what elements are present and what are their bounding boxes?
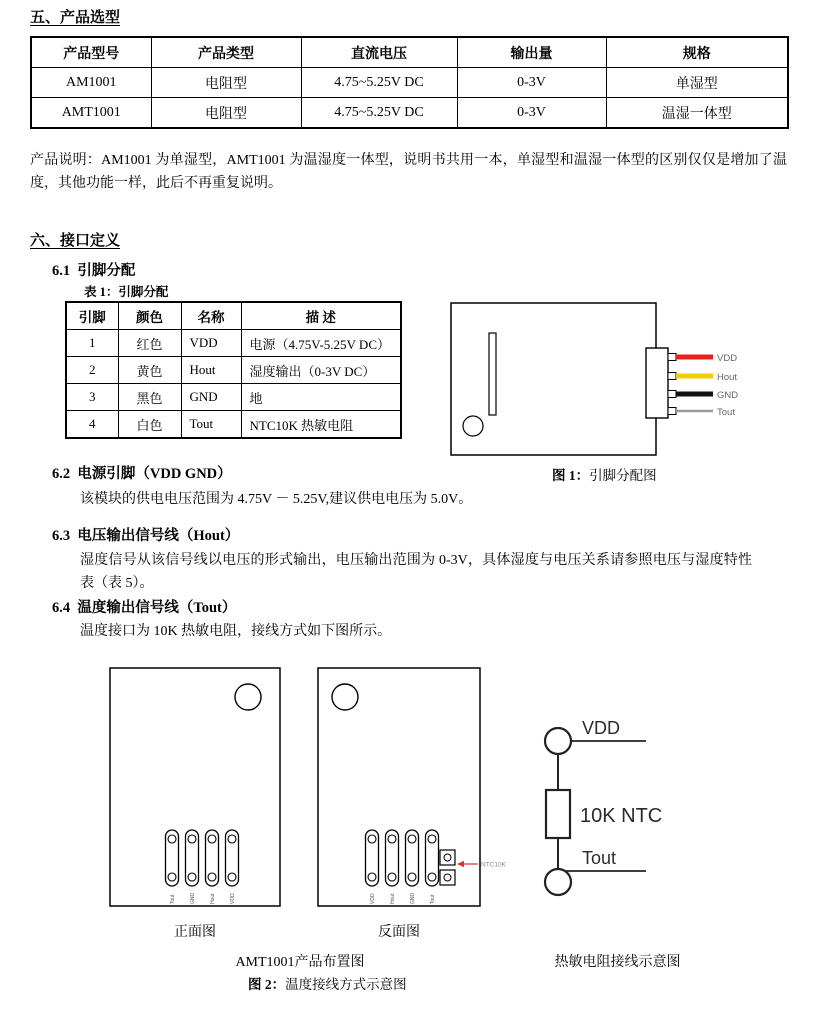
cell: NTC10K 热敏电阻 (241, 411, 401, 439)
solder-pad (206, 830, 219, 886)
table-row (66, 357, 401, 384)
cell: 红色 (118, 330, 181, 357)
vdd-label: VDD (582, 718, 621, 738)
figure1-caption (552, 464, 657, 484)
cell: 4.75~5.25V DC (301, 68, 457, 98)
col-header: 产品类型 (151, 37, 301, 68)
cell: 0-3V (457, 68, 606, 98)
ntc-label: 10K NTC (580, 805, 663, 827)
figure2-caption-label: 图 2： (248, 977, 286, 992)
connector-pin (668, 354, 676, 361)
cell: AM1001 (31, 68, 151, 98)
table-row (66, 384, 401, 411)
wire-label-vdd: VDD (717, 353, 738, 364)
back-pin-label: Tout (430, 894, 436, 904)
tout-label: Tout (582, 848, 617, 868)
col-header: 颜色 (118, 302, 181, 330)
cell: 0-3V (457, 98, 606, 129)
cell: 2 (66, 357, 118, 384)
body-6-2: 该模块的供电电压范围为 4.75V － 5.25V,建议供电电压为 5.0V。 (80, 492, 473, 507)
layout-caption: AMT1001产品布置图 (235, 955, 365, 970)
back-pin-label: VDD (370, 893, 376, 904)
front-pin-label: Hout (210, 893, 216, 904)
sensor-slot (489, 333, 496, 415)
product-selection-table (30, 36, 789, 129)
solder-pad (426, 830, 439, 886)
cell: 4.75~5.25V DC (301, 98, 457, 129)
figure2-wiring-diagram (100, 660, 760, 912)
solder-pad (186, 830, 199, 886)
figure2-caption-text: 温度接线方式示意图 (285, 977, 407, 992)
col-header: 直流电压 (301, 37, 457, 68)
wire-label-hout: Hout (717, 372, 738, 383)
solder-pad (406, 830, 419, 886)
cell: 电阻型 (151, 98, 301, 129)
front-view-label: 正面图 (174, 925, 216, 940)
front-pin-label: Tout (170, 894, 176, 904)
heading-6-4: 6.4 温度输出信号线（Tout） (52, 600, 237, 616)
pin-table-caption-label: 表 1： (84, 285, 119, 299)
figure1-pin-assignment-diagram (450, 298, 755, 466)
back-view-board (318, 668, 507, 906)
col-header: 规格 (606, 37, 788, 68)
connector-body (646, 348, 668, 418)
thermistor-caption: 热敏电阻接线示意图 (554, 955, 681, 970)
section-6-title: 六、接口定义 (30, 233, 121, 249)
cell: 1 (66, 330, 118, 357)
col-header: 输出量 (457, 37, 606, 68)
front-pin-label: GND (190, 892, 196, 904)
ntc-resistor (546, 790, 570, 838)
table-row (31, 68, 788, 98)
pin-table-caption-text: 引脚分配 (118, 285, 169, 299)
table-row (66, 411, 401, 439)
mounting-hole (463, 416, 483, 436)
cell: AMT1001 (31, 98, 151, 129)
table-header-row (66, 302, 401, 330)
cell: 湿度输出（0-3V DC） (241, 357, 401, 384)
front-pin-label: VDD (230, 893, 236, 904)
body-6-3: 湿度信号从该信号线以电压的形式输出，电压输出范围为 0-3V，具体湿度与电压关系请参照电压与湿度特性表（表 5）。 (80, 553, 752, 591)
back-pin-label: GND (410, 892, 416, 904)
cell: 黄色 (118, 357, 181, 384)
pin-assignment-table (65, 301, 402, 439)
heading-6-2: 6.2 电源引脚（VDD GND） (52, 466, 232, 482)
table-header-row (31, 37, 788, 68)
wire-label-gnd: GND (717, 390, 739, 401)
cell: 温湿一体型 (606, 98, 788, 129)
cell: 白色 (118, 411, 181, 439)
thermistor-schematic (545, 718, 662, 895)
cell: 电源（4.75V-5.25V DC） (241, 330, 401, 357)
pcb-outline (451, 303, 656, 455)
cell: 4 (66, 411, 118, 439)
figure2-caption (248, 973, 407, 993)
cell: 黑色 (118, 384, 181, 411)
ntc-pad-hole (444, 874, 451, 881)
heading-6-3: 6.3 电压输出信号线（Hout） (52, 528, 240, 544)
cell: 地 (241, 384, 401, 411)
solder-pad (366, 830, 379, 886)
solder-pad (226, 830, 239, 886)
col-header: 引脚 (66, 302, 118, 330)
ntc-pad-hole (444, 854, 451, 861)
table-row (31, 98, 788, 129)
cell: VDD (181, 330, 241, 357)
col-header: 产品型号 (31, 37, 151, 68)
tout-terminal (545, 869, 571, 895)
heading-6-1: 6.1 引脚分配 (52, 263, 136, 279)
front-mounting-hole (235, 684, 261, 710)
back-mounting-hole (332, 684, 358, 710)
connector-pin (668, 408, 676, 415)
cell: 电阻型 (151, 68, 301, 98)
front-view-board (110, 668, 280, 906)
back-view-label: 反面图 (378, 925, 420, 940)
cell: Hout (181, 357, 241, 384)
back-pin-label: Hout (390, 893, 396, 904)
cell: GND (181, 384, 241, 411)
col-header: 描 述 (241, 302, 401, 330)
figure1-caption-label: 图 1： (552, 468, 590, 483)
cell: 3 (66, 384, 118, 411)
connector-pin (668, 391, 676, 398)
solder-pad (386, 830, 399, 886)
cell: Tout (181, 411, 241, 439)
cell: 单湿型 (606, 68, 788, 98)
table-row (66, 330, 401, 357)
connector-pin (668, 373, 676, 380)
vdd-terminal (545, 728, 571, 754)
pin-table-caption (84, 282, 168, 300)
section-5-title: 五、产品选型 (30, 10, 121, 26)
solder-pad (166, 830, 179, 886)
body-6-4: 温度接口为 10K 热敏电阻，接线方式如下图所示。 (80, 624, 392, 639)
figure1-caption-text: 引脚分配图 (589, 468, 657, 483)
product-note: 产品说明：AM1001 为单湿型，AMT1001 为温湿度一体型，说明书共用一本，单湿型和温湿一体型的区别仅仅是增加了温度，其他功能一样，此后不再重复说明。 (30, 153, 787, 191)
col-header: 名称 (181, 302, 241, 330)
wire-label-tout: Tout (717, 407, 735, 418)
ntc-annotation: NTC10K (481, 861, 506, 869)
